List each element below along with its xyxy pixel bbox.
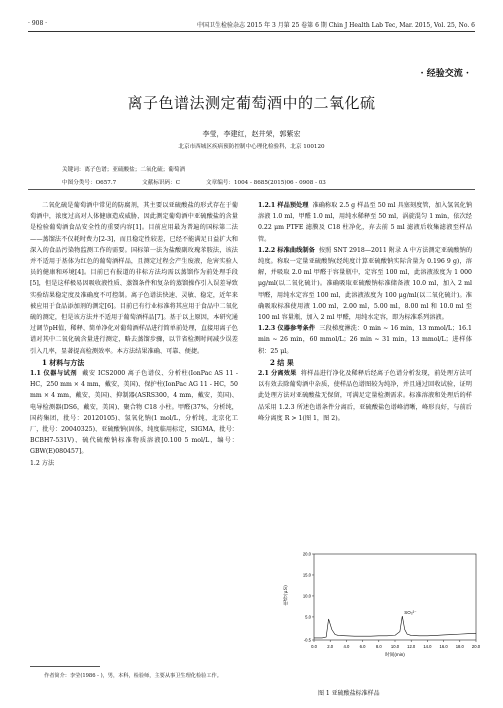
x-tick-label: 14.0 <box>423 644 432 649</box>
y-tick-label: 10.0 <box>302 593 311 599</box>
text-21: 将样品进行净化及稀释后经离子色谱分析发现，前处理方法可以有效去除葡萄酒中杂质，使样品色谱图较为纯净，并且通过回收试验，证明此处理方法对亚硫酸盐无保留，可满足定量检测需求。标准溶液和处理后的样品采用 1.2.3 所述色谱条件分离后，亚硫酸盐色谱峰清晰，峰形良好，与前后峰分离度 R > 1(图 1，图 2)。 <box>258 370 473 422</box>
para-123 <box>258 323 472 357</box>
heading-21: 2.1 分离效果 <box>258 370 297 378</box>
heading-instruments: 1.1 仪器与试剂 <box>30 370 78 378</box>
clc-number: 中图分类号：O657.7 <box>62 180 117 186</box>
heading-results: 2 结 果 <box>270 357 294 367</box>
keywords: 关键词：离子色谱；亚硫酸盐；二氧化硫；葡萄酒 <box>62 167 186 173</box>
footnote: 作者简介：李莹(1986 - )，男，本科，检验师，主要从事卫生理化检验工作。 <box>44 673 222 679</box>
article-number: 文章编号：1004 - 8685(2015)06 - 0908 - 03 <box>206 180 326 186</box>
instruments-text: 戴安 ICS2000 离子色谱仪、分析柱(IonPac AS 11 - HC，250 mm × 4 mm，戴安，美国)、保护柱(IonPac AG 11 - HC，50 mm × 4 mm，戴安，美国)、抑制器(ASRS300，4 mm，戴安，美国)、电导检测器(DS6，戴安，美国)、聚合物 C18 小柱。甲醛(37%，分析纯，国药集团，批号：20120105)、氢氧化钠(1 mol/L，分析纯，北京化工厂，批号：20040325)、亚硫酸钠(固体，纯度临用标定，SIGMA，批号：BCBH7-531V)、硫代硫酸钠标准物质溶液[0.100 5 mol/L，编号：GBW(E)080457]。 <box>30 370 239 456</box>
article-title: 离子色谱法测定葡萄酒中的二氧化硫 <box>127 94 376 112</box>
y-tick-label: -0.5 <box>303 637 311 643</box>
para-21 <box>258 368 472 424</box>
affiliation: 北京市西城区疾病预防控制中心理化检验科，北京 100120 <box>178 144 325 150</box>
article-meta <box>62 178 326 186</box>
plot-frame <box>314 554 476 640</box>
doc-code: 文献标识码：C <box>142 180 181 186</box>
running-header <box>28 20 475 29</box>
heading-method: 1.2 方法 <box>30 459 55 467</box>
meta-rule <box>28 189 475 190</box>
journal-info: 中国卫生检验杂志 2015 年 3 月第 25 卷第 6 期 Chin J Health Lab Tec, Mar. 2015, Vol. 25, No. 6 <box>197 22 475 29</box>
x-tick-label: 0.0 <box>311 644 317 649</box>
x-tick-label: 12.0 <box>407 644 416 649</box>
y-tick-label: 15.0 <box>302 572 311 578</box>
chart-y-title: 电导(μS) <box>283 585 289 606</box>
peak-label: SO₃²⁻ <box>404 610 417 616</box>
heading-materials: 1 材料与方法 <box>42 357 85 367</box>
instruments-paragraph <box>30 368 238 458</box>
x-tick-label: 18.0 <box>455 644 464 649</box>
intro-paragraph: 二氧化硫是葡萄酒中常见的防腐剂，其主要以亚硫酸盐的形式存在于葡萄酒中，浓度过高对人体健康造成威胁，因此测定葡萄酒中亚硫酸盐的含量是检验葡萄酒食品安全性的重要内容[1]。目前应用最为普遍的国标第二法——蒸馏法不仅耗时费力[2-3]，而且稳定性较差，已经不能满足日益扩大和深入的食品污染物监测工作的需要。国标第一法为盐酸副玫瑰苯胺法，该法并不适用于基体为红色的葡萄酒样品，且测定过程会产生废液，危害实验人员的健康和环境[4]。目前已有报道的非标方法均需以蒸馏作为前处理手段[5]，但是这样极易因吸收液性质、蒸馏条件和复杂的蒸馏操作引入误差导致实验结果稳定度及准确度不可控制。离子色谱法快速、灵敏、稳定，近年来被应用于食品添加剂的测定[6]。目前已有行业标准将其应用于食品中二氧化硫的测定，但是该方法并不适用于葡萄酒样品[7]。基于以上原因，本研究通过调节pH值，稀释、简单净化对葡萄酒样品进行简单前处理，直接用离子色谱对其中二氧化硫含量进行测定，略去蒸馏步骤，以节省检测时间减少误差引入几率，显著提高检测效率。本方法结果准确、可靠、便捷。 <box>30 202 238 355</box>
x-tick-label: 20.0 <box>471 644 481 649</box>
figure-caption: 图 1 亚硫酸盐标准样品 <box>318 690 380 697</box>
x-tick-label: 2.0 <box>327 644 334 649</box>
chromatogram-chart <box>292 548 482 660</box>
page-number: · 908 · <box>28 20 48 27</box>
y-tick-label: 5.0 <box>305 614 311 620</box>
right-column <box>258 200 472 424</box>
x-axis-title: 时间(min) <box>385 652 405 657</box>
x-tick-label: 16.0 <box>439 644 448 649</box>
chromatogram-line <box>314 616 476 638</box>
header-rule <box>28 31 475 32</box>
x-tick-label: 4.0 <box>343 644 350 649</box>
x-tick-label: 8.0 <box>375 644 382 649</box>
heading-121: 1.2.1 样品预处理 <box>258 202 309 209</box>
para-121 <box>258 200 472 245</box>
text-123: 三段梯度淋洗：0 min ~ 16 min，13 mmol/L；16.1 min ~ 26 min，60 mmol/L；26 min ~ 31 min，13 mmol/L；进样体积：25 μl。 <box>258 325 472 355</box>
para-122 <box>258 245 472 323</box>
y-tick-label: 20.0 <box>302 551 311 557</box>
heading-122: 1.2.2 标准曲线制备 <box>258 246 315 254</box>
x-tick-label: 10.0 <box>390 644 400 649</box>
authors: 李莹，李建红，赵井荣，郭紫宏 <box>202 130 301 138</box>
text-122: 按照 SNT 2918—2011 附录 A 中方法测定亚硫酸钠的纯度。称取一定量亚硫酸钠(经纯度计算亚硫酸钠实际含量为 0.196 9 g)，溶解，并吸取 2.0 ml 甲醛于容量瓶中，定容至 100 ml，此溶液浓度为 1 000 μg/ml(以二氧化硫计)。准确吸取亚硫酸钠标准储备液 10.0 ml，加入 2 ml 甲醛，用纯水定容至 100 ml，此溶液浓度为 100 μg/ml(以二氧化硫计)。准确吸取标准使用液 1.00 ml，2.00 ml，5.00 ml，8.00 ml 和 10.0 ml 至 100 ml 容量瓶，加入 2 ml 甲醛，用纯水定容，即为标准系列溶液。 <box>258 246 473 322</box>
heading-123: 1.2.3 仪器参考条件 <box>258 325 316 333</box>
section-label: · 经验交流 · <box>420 69 469 79</box>
text-121: 准确称取 2.5 g 样品至 50 ml 具塞刻度管，加入氢氧化钠溶液 1.0 ml，甲醛 1.0 ml，用纯水稀释至 50 ml，涡旋混匀 1 min，依次经 0.22 μm PTFE 滤膜及 C18 柱净化，弃去前 5 ml 滤液后收集滤液至样品管。 <box>258 202 473 243</box>
x-tick-label: 6.0 <box>359 644 366 649</box>
footnote-rule <box>30 666 100 667</box>
left-column <box>30 200 238 469</box>
